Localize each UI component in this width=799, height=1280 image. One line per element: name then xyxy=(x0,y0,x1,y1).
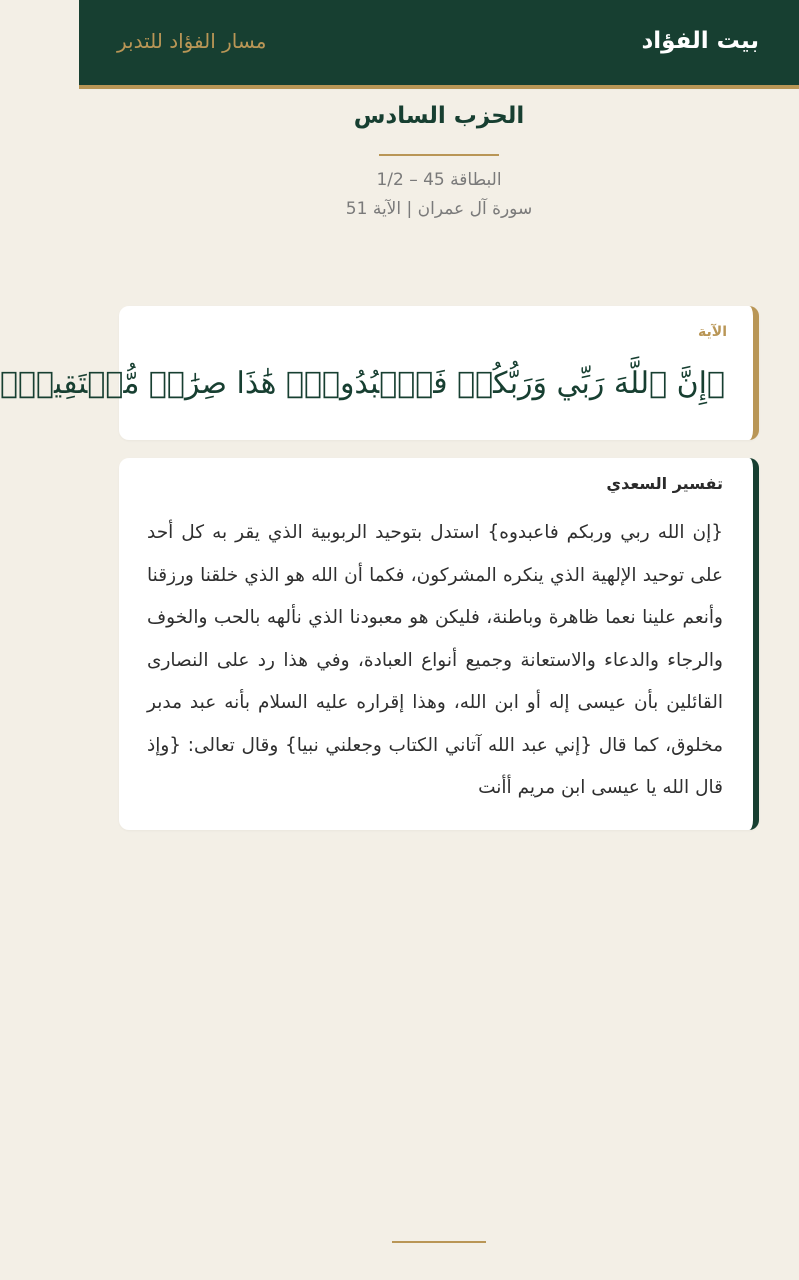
hizb-title: الحزب السادس xyxy=(353,103,525,129)
tafsir-text: {إن الله ربي وربكم فاعبدوه} استدل بتوحيد الربوبية الذي يقر به كل أحد على توحيد الإلهية الذي ينكره المشركون، فكما أن الله هو الذي خلقنا ورزقنا وأنعم علينا نعما ظاهرة وباطنة، فليكن هو معبودنا الذي نألهه بالحب والخوف والرجاء والدعاء والاستعانة وجميع أنواع العبادة، وفي هذا رد على النصارى القائلين بأن عيسى إله أو ابن الله، وهذا إقراره عليه السلام بأنه عبد مدبر مخلوق، كما قال {إني عبد الله آتاني الكتاب وجعلني نبيا} وقال تعالى: {وإذ قال الله يا عيسى ابن مريم أأنت xyxy=(147,522,723,798)
card-number: البطاقة 45 – 1/2 xyxy=(376,170,502,190)
app-title: بيت الفؤاد xyxy=(641,27,759,54)
tafsir-card[interactable] xyxy=(119,458,759,830)
bottom-divider xyxy=(392,1241,486,1243)
header-gold-rule xyxy=(79,85,799,89)
verse-reference: سورة آل عمران | الآية 51 xyxy=(345,199,533,219)
title-divider xyxy=(379,154,499,156)
top-app-bar xyxy=(79,0,799,85)
ayah-card xyxy=(0,306,759,440)
tafsir-label: تفسير السعدي xyxy=(606,474,723,493)
ayah-label: الآية xyxy=(698,324,727,340)
ayah-text: ﴿إِنَّ ٱللَّهَ رَبِّي وَرَبُّكُمۡ فَٱعۡبُدُوهُۚ هَٰذَا صِرَٰطٞ مُّسۡتَقِيمٞ﴾ xyxy=(0,366,725,401)
app-subtitle-link[interactable]: مسار الفؤاد للتدبر xyxy=(117,28,267,53)
